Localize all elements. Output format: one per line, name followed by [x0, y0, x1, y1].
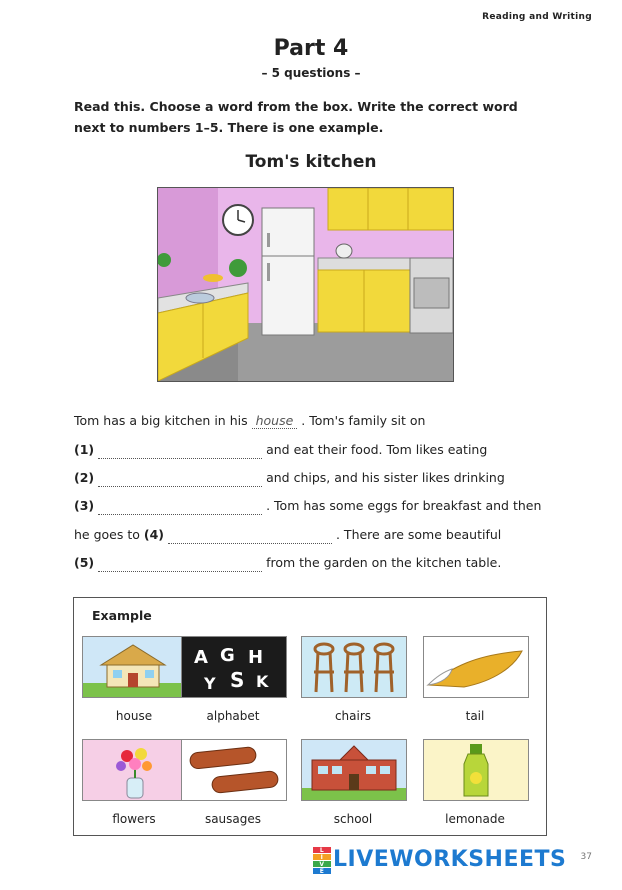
part-title: Part 4	[273, 36, 349, 61]
lemonade-bottle-icon	[424, 740, 528, 800]
word-tile-alphabet	[181, 636, 285, 723]
word-school: school	[333, 812, 373, 826]
word-lemonade: lemonade	[445, 812, 505, 826]
letter-a: A	[194, 647, 208, 668]
tail-image	[423, 636, 529, 698]
lemonade-image	[423, 739, 529, 801]
story-line-3	[74, 498, 541, 515]
word-tail: tail	[465, 709, 485, 723]
story-line-1	[74, 442, 487, 459]
badge-letter: L	[313, 847, 331, 853]
word-tile-tail	[423, 636, 527, 723]
letter-y: Y	[204, 674, 216, 693]
school-image	[301, 739, 407, 801]
letter-h: H	[248, 647, 264, 668]
story-line-5	[74, 555, 501, 572]
question-number-3: (3)	[74, 498, 95, 513]
story-text: . There are some beautiful	[335, 527, 502, 542]
story-text: Tom has a big kitchen in his	[74, 413, 248, 428]
fox-tail-icon	[424, 637, 528, 697]
word-alphabet: alphabet	[206, 709, 260, 723]
letter-g: G	[220, 645, 235, 666]
question-number-4: (4)	[143, 527, 165, 542]
house-icon	[83, 637, 187, 697]
story-text: and chips, and his sister likes drinking	[266, 470, 505, 485]
live-badge-icon	[313, 847, 331, 873]
sausages-icon	[182, 740, 286, 800]
example-label: Example	[92, 608, 152, 623]
word-tile-lemonade	[423, 739, 527, 826]
story-text: . Tom has some eggs for breakfast and then	[266, 498, 542, 513]
word-tile-sausages	[181, 739, 285, 826]
badge-letter: I	[313, 854, 331, 860]
kitchen-illustration	[158, 188, 453, 381]
letter-k: K	[256, 672, 269, 691]
question-number-2: (2)	[74, 470, 95, 485]
story-text: he goes to	[74, 527, 140, 542]
section-header: Reading and Writing	[482, 12, 592, 22]
letter-s: S	[230, 668, 245, 692]
logo-text: LIVEWORKSHEETS	[333, 847, 567, 872]
word-tile-house	[82, 636, 186, 723]
answer-input-3[interactable]	[98, 498, 262, 515]
school-icon	[302, 740, 406, 800]
liveworksheets-logo	[313, 847, 566, 873]
story-line-2	[74, 470, 505, 487]
word-tile-chairs	[301, 636, 405, 723]
flowers-image	[82, 739, 188, 801]
flowers-icon	[83, 740, 187, 800]
word-sausages: sausages	[204, 812, 262, 826]
house-image	[82, 636, 188, 698]
kitchen-picture	[157, 187, 454, 382]
sausages-image	[181, 739, 287, 801]
chairs-image	[301, 636, 407, 698]
story-line-0	[74, 413, 425, 429]
word-flowers: flowers	[112, 812, 156, 826]
word-house: house	[115, 709, 153, 723]
story-title: Tom's kitchen	[245, 152, 377, 172]
question-number-1: (1)	[74, 442, 95, 457]
word-box	[73, 597, 547, 836]
story-text: and eat their food. Tom likes eating	[266, 442, 488, 457]
chairs-icon	[302, 637, 406, 697]
alphabet-image	[181, 636, 287, 698]
page-number: 37	[580, 852, 592, 862]
answer-input-1[interactable]	[98, 442, 262, 459]
question-number-5: (5)	[74, 555, 95, 570]
chalkboard-letters-icon	[182, 637, 286, 697]
answer-input-4[interactable]	[168, 527, 332, 544]
word-tile-flowers	[82, 739, 186, 826]
badge-letter: V	[313, 861, 331, 867]
example-answer: house	[252, 413, 298, 429]
word-chairs: chairs	[334, 709, 372, 723]
answer-input-5[interactable]	[98, 555, 262, 572]
question-count: – 5 questions –	[261, 66, 361, 80]
answer-input-2[interactable]	[98, 470, 262, 487]
story-text: . Tom's family sit on	[301, 413, 426, 428]
instructions: Read this. Choose a word from the box. Write the correct word next to numbers 1–5. There is one example.	[74, 99, 518, 135]
word-tile-school	[301, 739, 405, 826]
badge-letter: E	[313, 868, 331, 874]
story-line-4	[74, 527, 501, 544]
story-text: from the garden on the kitchen table.	[266, 555, 502, 570]
